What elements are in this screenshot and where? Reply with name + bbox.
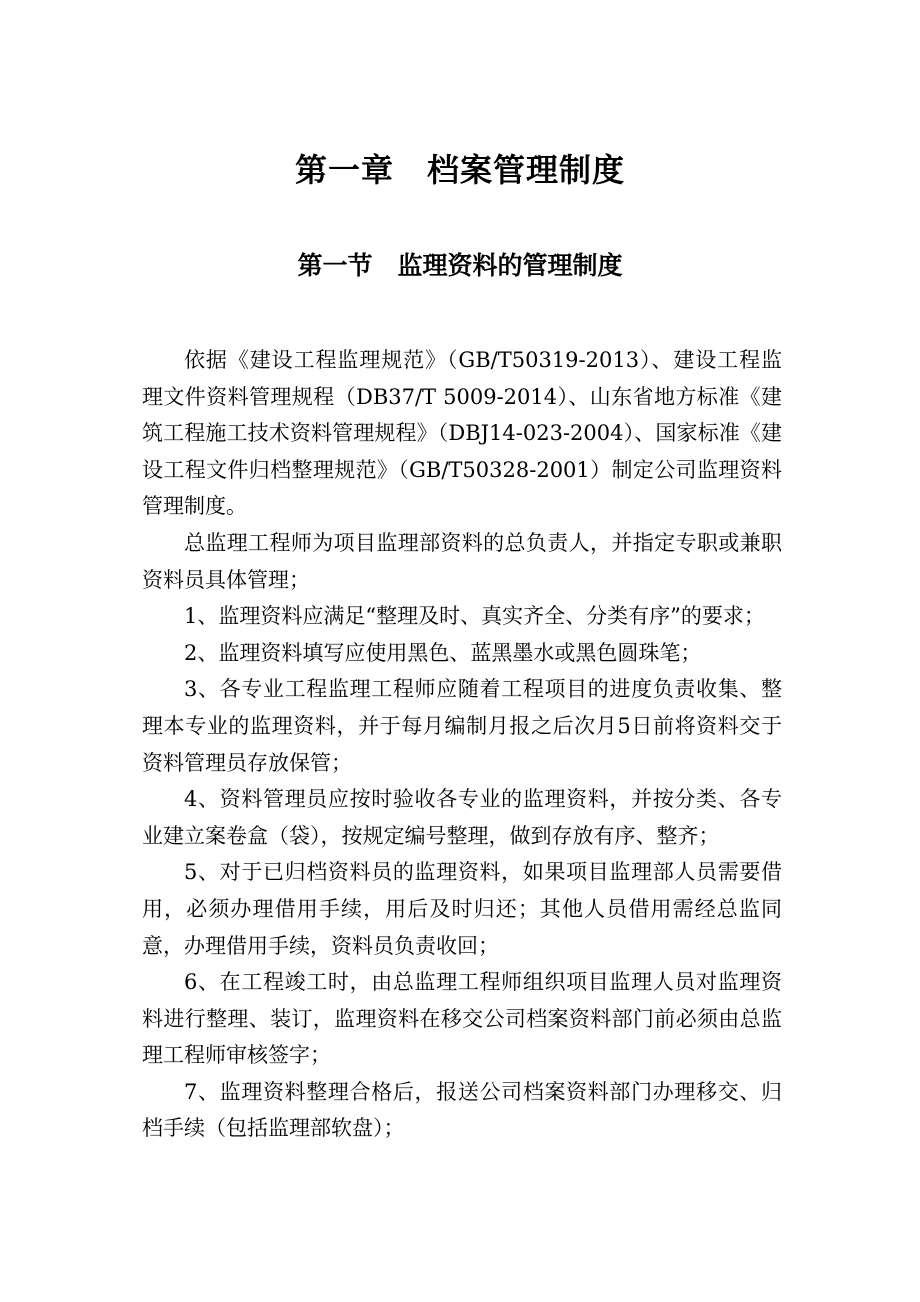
paragraph-item-1: 1、监理资料应满足“整理及时、真实齐全、分类有序”的要求； [184,604,765,629]
paragraph-item-5: 5、对于已归档资料员的监理资料，如果项目监理部人员需要借用，必须办理借用手续，用后及时归还；其他人员借用需经总监同意，办理借用手续，资料员负责收回； [142,860,782,958]
paragraph-item-3: 3、各专业工程监理工程师应随着工程项目的进度负责收集、整理本专业的监理资料，并于每月编制月报之后次月5日前将资料交于资料管理员存放保管； [142,677,782,775]
chapter-title: 第一章 档案管理制度 [294,151,625,189]
paragraph-item-2: 2、监理资料填写应使用黑色、蓝黑墨水或黑色圆珠笔； [184,640,702,665]
paragraph-item-7: 7、监理资料整理合格后，报送公司档案资料部门办理移交、归档手续（包括监理部软盘）； [142,1079,782,1141]
paragraph-item-6: 6、在工程竣工时，由总监理工程师组织项目监理人员对监理资料进行整理、装订，监理资料在移交公司档案资料部门前必须由总监理工程师审核签字； [142,970,782,1068]
document-body [142,342,782,1147]
paragraph-intro: 依据《建设工程监理规范》（GB/T50319-2013）、建设工程监理文件资料管理规程（DB37/T 5009-2014）、山东省地方标准《建筑工程施工技术资料管理规程》（DBJ14-023-2004）、国家标准《建设工程文件归档整理规范》（GB/T50328-2001）制定公司监理资料管理制度。 [142,348,782,519]
section-title: 第一节 监理资料的管理制度 [297,251,623,280]
paragraph-item-4: 4、资料管理员应按时验收各专业的监理资料，并按分类、各专业建立案卷盒（袋），按规定编号整理，做到存放有序、整齐； [142,787,782,848]
paragraph-responsibility: 总监理工程师为项目监理部资料的总负责人，并指定专职或兼职资料员具体管理； [142,530,782,592]
